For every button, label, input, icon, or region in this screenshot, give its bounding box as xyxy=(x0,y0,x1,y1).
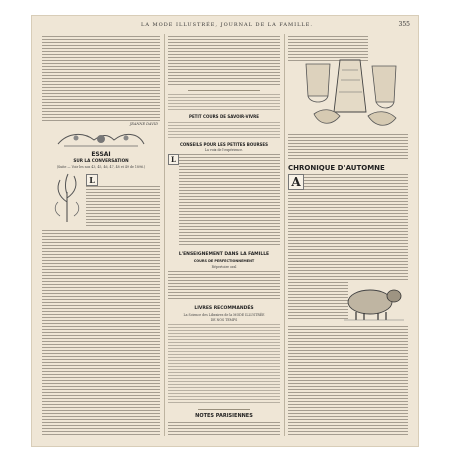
article-text-block xyxy=(168,36,280,86)
teaching-title: L'ENSEIGNEMENT DANS LA FAMILLE xyxy=(178,252,270,257)
section-rule xyxy=(198,409,250,410)
article-text-block xyxy=(288,134,408,160)
column-middle xyxy=(168,34,280,436)
section-rule xyxy=(188,90,260,91)
essay-title: ESSAI xyxy=(91,151,111,158)
chronicle-title: CHRONIQUE D'AUTOMNE xyxy=(288,164,385,172)
etiquette-title: PETIT COURS DE SAVOIR-VIVRE xyxy=(189,114,259,119)
books-title: LIVRES RECOMMANDÉS xyxy=(194,306,254,311)
running-title: LA MODE ILLUSTRÉE, JOURNAL DE LA FAMILLE. xyxy=(141,22,313,28)
article-text-block xyxy=(304,174,408,190)
article-text-block xyxy=(288,326,408,436)
article-text-block xyxy=(42,230,160,436)
column-right xyxy=(288,34,408,436)
article-text-block xyxy=(288,282,348,320)
column-divider xyxy=(284,34,285,436)
article-text-block xyxy=(86,186,160,226)
drop-cap: L xyxy=(168,154,179,165)
fashion-accessories-illustration xyxy=(296,56,406,132)
notes-title: NOTES PARISIENNES xyxy=(195,413,253,419)
article-text-block xyxy=(168,422,280,436)
book-list xyxy=(168,324,280,404)
books-subtitle-2: DE NOS TEMPS xyxy=(210,318,238,322)
essay-subtitle: SUR LA CONVERSATION xyxy=(73,158,129,163)
sheep-illustration xyxy=(342,280,406,322)
article-text-block xyxy=(168,122,280,138)
essay-drop-cap: L xyxy=(86,174,98,186)
page-number: 355 xyxy=(398,21,410,28)
article-text-block xyxy=(168,271,280,301)
chronicle-drop-cap: A xyxy=(288,174,304,190)
article-signature: JEANNE DAVID xyxy=(129,122,158,126)
article-text-block xyxy=(179,154,280,246)
column-left xyxy=(42,34,160,436)
teaching-subtitle: COURS DE PERFECTIONNEMENT xyxy=(193,259,255,263)
article-text-block xyxy=(288,192,408,280)
small-purses-subtitle: La voix de l'expérience. xyxy=(204,148,244,152)
small-purses-title: CONSEILS POUR LES PETITES BOURSES xyxy=(179,142,269,147)
floral-header-ornament xyxy=(54,130,148,150)
teaching-subtitle-2: Répertoire oral xyxy=(211,265,237,269)
column-divider xyxy=(164,34,165,436)
article-text-block xyxy=(168,94,280,110)
essay-note: (Suite — Voir les nos 43, 45, 46, 47, 48 et 49 de 1896.) xyxy=(56,165,146,169)
article-text-block xyxy=(42,36,160,122)
books-subtitle: La Science des Libraires de la MODE ILLUSTRÉE xyxy=(183,313,265,317)
newspaper-page xyxy=(32,16,418,446)
lily-illustration xyxy=(50,172,84,224)
